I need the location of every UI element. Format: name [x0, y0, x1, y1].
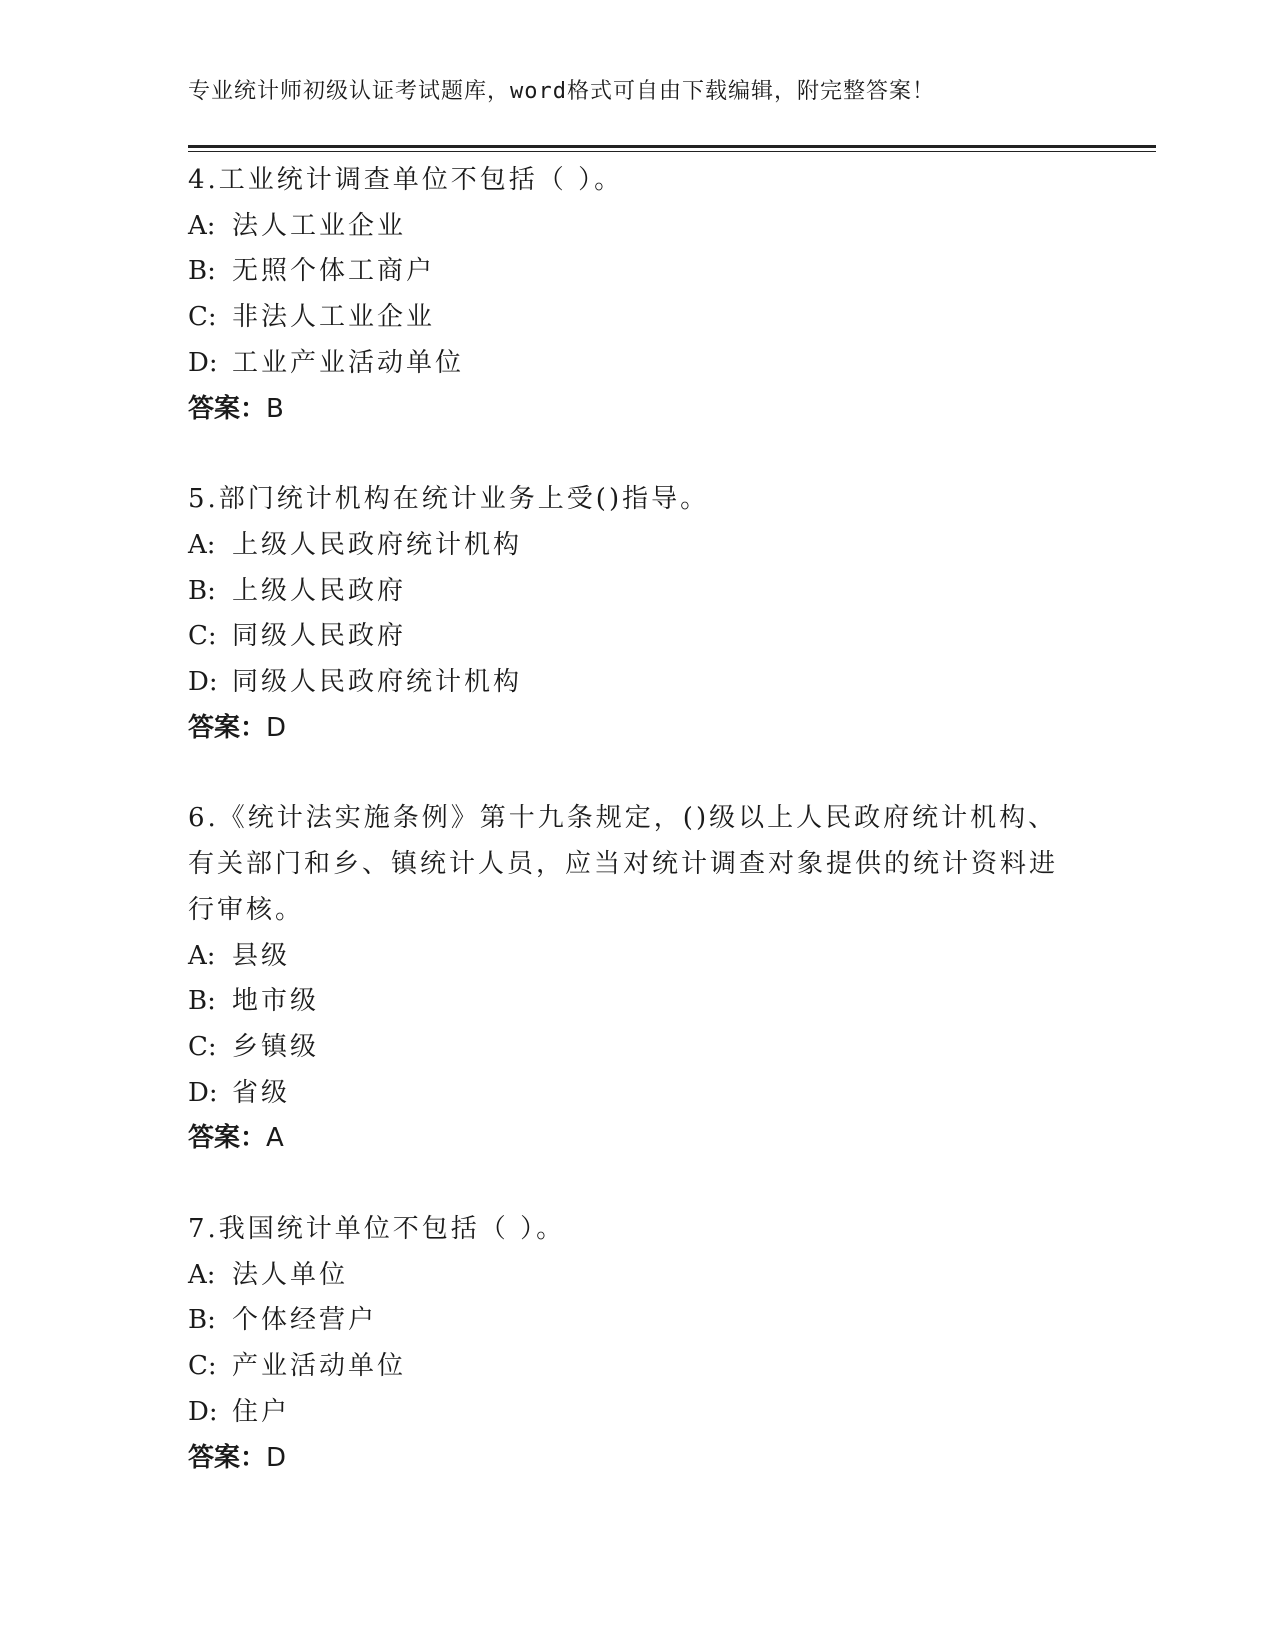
option-letter: D: — [188, 667, 218, 698]
question-4 — [188, 158, 1088, 432]
option-letter: A: — [188, 1259, 216, 1290]
option-c — [188, 1344, 1088, 1390]
question-5 — [188, 477, 1088, 751]
option-letter: B: — [188, 256, 216, 287]
option-c — [188, 614, 1088, 660]
option-letter: D: — [188, 1077, 218, 1108]
option-text: 工业产业活动单位 — [232, 347, 465, 378]
option-a — [188, 204, 1088, 250]
question-stem: 7.我国统计单位不包括（ ）。 — [188, 1214, 566, 1245]
option-text: 个体经营户 — [232, 1305, 378, 1336]
option-letter: C: — [188, 1351, 217, 1382]
header-rule-thick — [188, 145, 1156, 148]
header-rule-thin — [188, 151, 1156, 152]
option-d — [188, 660, 1088, 706]
option-text: 同级人民政府统计机构 — [232, 667, 523, 698]
option-text: 同级人民政府 — [232, 621, 407, 652]
answer-value: B — [266, 393, 284, 424]
answer-value: D — [266, 1442, 287, 1473]
question-stem-line-3: 行审核。 — [188, 894, 305, 925]
option-letter: A: — [188, 210, 216, 241]
option-a — [188, 1253, 1088, 1299]
option-letter: B: — [188, 575, 216, 606]
option-letter: B: — [188, 1305, 216, 1336]
question-stem: 5.部门统计机构在统计业务上受()指导。 — [188, 484, 710, 515]
option-letter: A: — [188, 940, 216, 971]
option-d — [188, 341, 1088, 387]
question-stem-line-2: 有关部门和乡、镇统计人员，应当对统计调查对象提供的统计资料进 — [188, 849, 1059, 880]
option-letter: C: — [188, 621, 217, 652]
option-text: 上级人民政府 — [232, 575, 407, 606]
option-b — [188, 979, 1088, 1025]
option-a — [188, 523, 1088, 569]
option-c — [188, 295, 1088, 341]
option-text: 省级 — [232, 1077, 291, 1108]
option-letter: D: — [188, 347, 218, 378]
answer — [188, 1116, 1088, 1162]
answer-value: A — [266, 1123, 284, 1154]
question-7 — [188, 1207, 1088, 1481]
option-letter: C: — [188, 1031, 217, 1062]
option-c — [188, 1025, 1088, 1071]
option-text: 法人工业企业 — [232, 210, 407, 241]
option-text: 产业活动单位 — [232, 1351, 407, 1382]
option-d — [188, 1071, 1088, 1117]
question-6 — [188, 796, 1088, 1162]
option-letter: A: — [188, 529, 216, 560]
option-letter: D: — [188, 1396, 218, 1427]
option-b — [188, 569, 1088, 615]
option-text: 县级 — [232, 940, 291, 971]
option-b — [188, 1298, 1088, 1344]
option-b — [188, 249, 1088, 295]
option-text: 非法人工业企业 — [232, 302, 436, 333]
option-d — [188, 1390, 1088, 1436]
option-letter: C: — [188, 302, 217, 333]
option-a — [188, 934, 1088, 980]
page-header: 专业统计师初级认证考试题库，word格式可自由下载编辑，附完整答案！ — [188, 79, 935, 104]
option-text: 地市级 — [232, 986, 320, 1017]
option-text: 无照个体工商户 — [232, 256, 436, 287]
answer — [188, 1436, 1088, 1482]
answer-value: D — [266, 712, 287, 743]
option-text: 法人单位 — [232, 1259, 349, 1290]
option-letter: B: — [188, 986, 216, 1017]
answer — [188, 387, 1088, 433]
question-stem-line-1: 6.《统计法实施条例》第十九条规定，()级以上人民政府统计机构、 — [188, 803, 1058, 834]
option-text: 上级人民政府统计机构 — [232, 529, 523, 560]
answer — [188, 706, 1088, 752]
option-text: 乡镇级 — [232, 1031, 320, 1062]
answer-label: 答案： — [188, 393, 267, 424]
option-text: 住户 — [232, 1396, 291, 1427]
question-stem: 4.工业统计调查单位不包括（ ）。 — [188, 165, 624, 195]
question-list — [188, 158, 1088, 1526]
answer-label: 答案： — [188, 1123, 267, 1154]
answer-label: 答案： — [188, 712, 267, 743]
answer-label: 答案： — [188, 1442, 267, 1473]
